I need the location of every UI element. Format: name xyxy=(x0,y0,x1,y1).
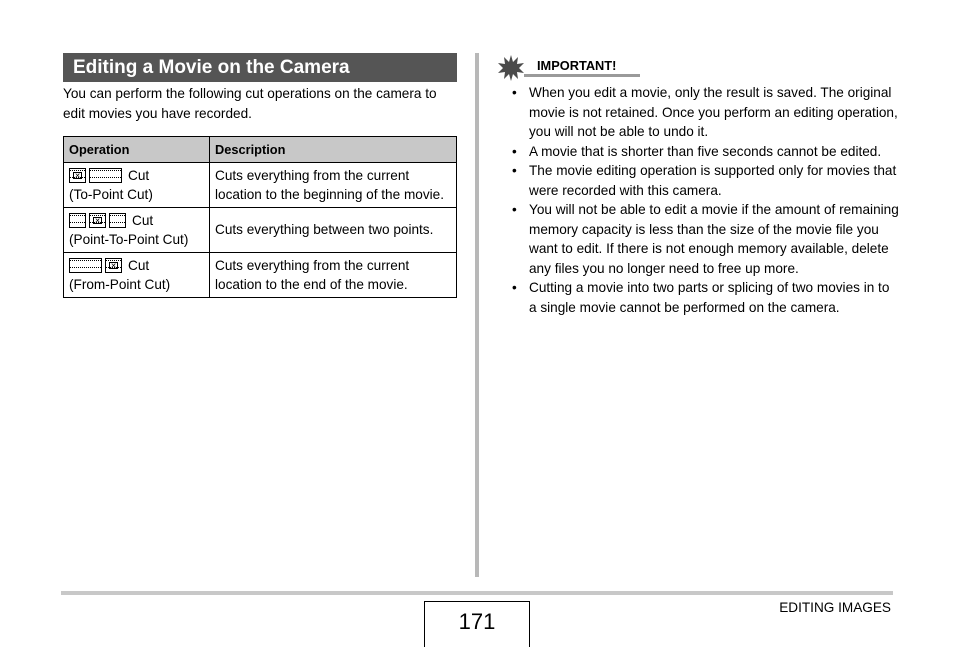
description-cell: Cuts everything between two points. xyxy=(210,208,457,253)
film-frame-icon xyxy=(89,168,122,183)
starburst-icon xyxy=(498,55,524,81)
list-item: • When you edit a movie, only the result is saved. The original movie is not retained. Once you perform an editing operation, you will not be able to undo it. xyxy=(498,83,899,142)
important-label: IMPORTANT! xyxy=(537,58,617,73)
intro-text: You can perform the following cut operations on the camera to edit movies you have recorded. xyxy=(63,86,437,121)
cut-mark-icon: ✕ xyxy=(110,263,117,271)
cut-mark-icon: ✕ xyxy=(74,173,81,181)
cut-mark-icon: ✕ xyxy=(94,218,101,226)
table-header-row xyxy=(64,137,457,163)
film-frame-icon xyxy=(69,213,86,228)
operation-cell xyxy=(64,253,210,298)
header-description: Description xyxy=(210,137,457,163)
left-column xyxy=(63,53,457,298)
important-list xyxy=(498,83,898,317)
list-item: • You will not be able to edit a movie if the amount of remaining memory capacity is less than the size of the movie file you want to edit. If there is not enough memory available, delete any files you no longer need to free up more. xyxy=(498,200,899,278)
list-item: • A movie that is shorter than five seconds cannot be edited. xyxy=(498,142,899,162)
film-frame-cut-icon xyxy=(105,258,122,273)
chapter-name: EDITING IMAGES xyxy=(779,600,891,615)
list-item: • The movie editing operation is supported only for movies that were recorded with this camera. xyxy=(498,161,899,200)
important-heading xyxy=(498,55,898,79)
cut-operations-table xyxy=(63,136,457,298)
operation-cell xyxy=(64,163,210,208)
film-frame-icon xyxy=(109,213,126,228)
description-cell: Cuts everything from the current location to the beginning of the movie. xyxy=(210,163,457,208)
header-operation: Operation xyxy=(64,137,210,163)
column-divider xyxy=(475,53,479,577)
operation-cell xyxy=(64,208,210,253)
film-frame-icon xyxy=(69,258,102,273)
table-row xyxy=(64,253,457,298)
cut-label: Cut xyxy=(132,212,154,228)
footer-rule xyxy=(61,591,893,595)
page-number: 171 xyxy=(424,601,530,647)
film-frame-cut-icon xyxy=(69,168,86,183)
from-point-cut-icon xyxy=(69,258,122,273)
operation-name: (From-Point Cut) xyxy=(69,277,171,292)
operation-name: (To-Point Cut) xyxy=(69,187,153,202)
section-title: Editing a Movie on the Camera xyxy=(63,53,457,82)
film-frame-cut-icon xyxy=(89,213,106,228)
table-row xyxy=(64,163,457,208)
table-row xyxy=(64,208,457,253)
list-item: • Cutting a movie into two parts or splicing of two movies in to a single movie cannot be performed on the camera. xyxy=(498,278,899,317)
operation-name: (Point-To-Point Cut) xyxy=(69,232,189,247)
right-column xyxy=(498,55,898,317)
cut-label: Cut xyxy=(128,167,150,183)
to-point-cut-icon xyxy=(69,168,122,183)
point-to-point-cut-icon xyxy=(69,213,126,228)
cut-label: Cut xyxy=(128,257,150,273)
description-cell: Cuts everything from the current location to the end of the movie. xyxy=(210,253,457,298)
important-underline xyxy=(524,74,640,77)
